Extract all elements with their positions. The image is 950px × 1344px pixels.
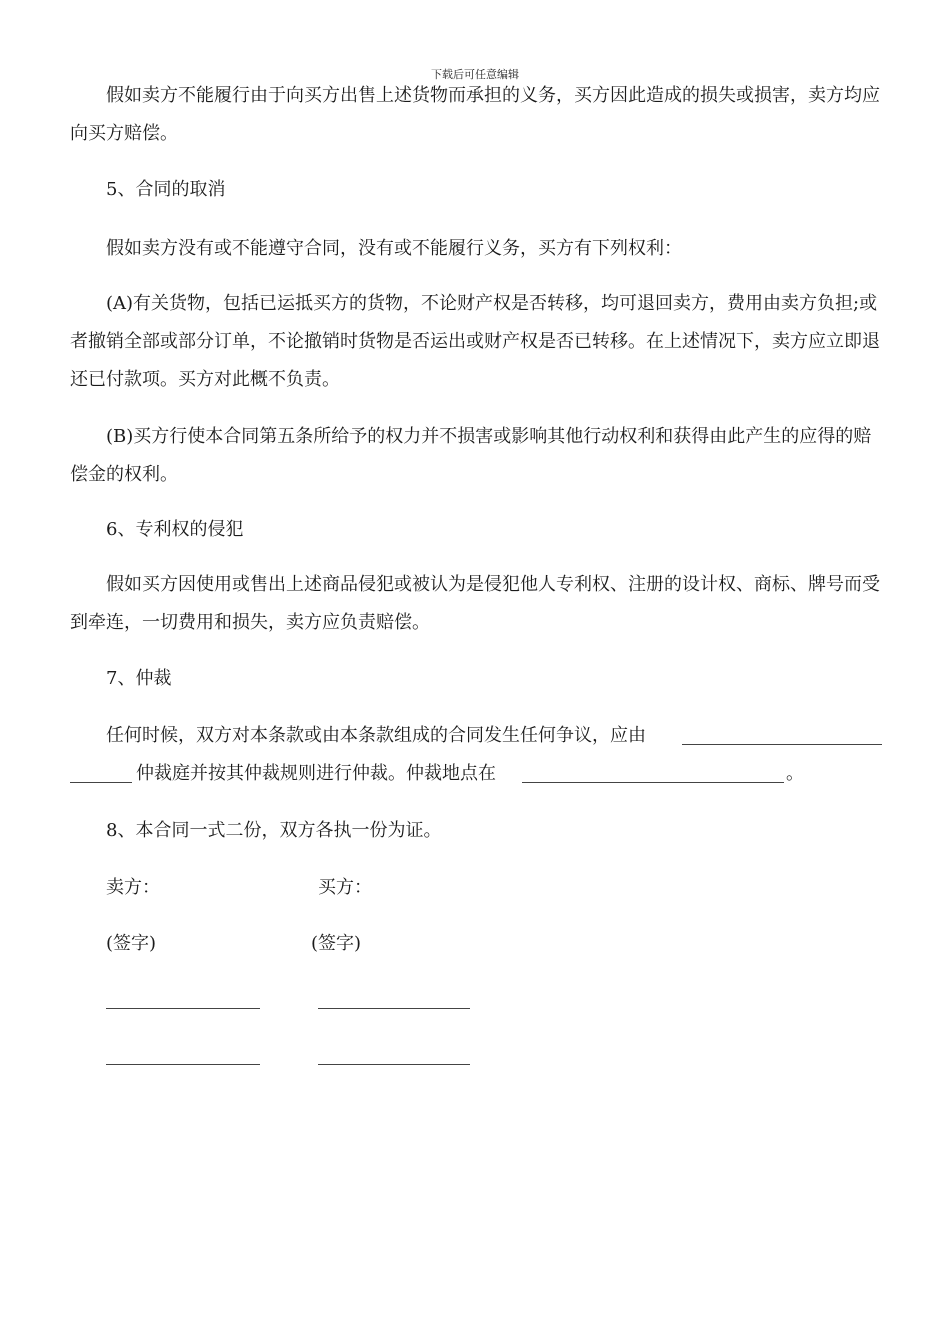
seller-signature-line: [106, 1008, 260, 1009]
section-5-intro: 假如卖方没有或不能遵守合同，没有或不能履行义务，买方有下列权利：: [106, 238, 682, 259]
seller-signature-label: (签字): [106, 933, 157, 954]
section-5-clause-a: (A)有关货物，包括已运抵买方的货物，不论财产权是否转移，均可退回卖方，费用由卖方负担;或者撤销全部或部分订单，不论撤销时货物是否运出或财产权是否已转移。在上述情况下，卖方应立即退还已付款项。买方对此概不负责。: [70, 293, 880, 390]
arbitration-org-blank: [682, 744, 882, 745]
section-6-title: 6、专利权的侵犯: [106, 519, 244, 540]
paragraph-compensation: 假如卖方不能履行由于向买方出售上述货物而承担的义务，买方因此造成的损失或损害，卖方均应向买方赔偿。: [70, 85, 880, 144]
seller-label: 卖方：: [106, 877, 160, 898]
buyer-date-line: [318, 1064, 470, 1065]
buyer-signature-label: (签字): [311, 933, 362, 954]
section-6-text: 假如买方因使用或售出上述商品侵犯或被认为是侵犯他人专利权、注册的设计权、商标、牌号而受到牵连，一切费用和损失，卖方应负责赔偿。: [70, 574, 880, 633]
seller-date-line: [106, 1064, 260, 1065]
page-header: 下载后可任意编辑: [431, 68, 519, 81]
section-7-line2: 仲裁庭并按其仲裁规则进行仲裁。仲裁地点在: [136, 763, 496, 784]
buyer-label: 买方：: [318, 877, 372, 898]
arbitration-org-blank-continued: [70, 782, 132, 783]
buyer-signature-line: [318, 1008, 470, 1009]
section-7-line2-end: 。: [786, 763, 804, 784]
section-7-title: 7、仲裁: [106, 668, 172, 689]
section-5-title: 5、合同的取消: [106, 179, 226, 200]
arbitration-place-blank: [522, 782, 784, 783]
section-5-clause-b: (B)买方行使本合同第五条所给予的权力并不损害或影响其他行动权利和获得由此产生的应得的赔偿金的权利。: [70, 426, 872, 485]
section-7-line1: 任何时候，双方对本条款或由本条款组成的合同发生任何争议，应由: [106, 725, 646, 746]
section-8-text: 8、本合同一式二份，双方各执一份为证。: [106, 820, 442, 841]
